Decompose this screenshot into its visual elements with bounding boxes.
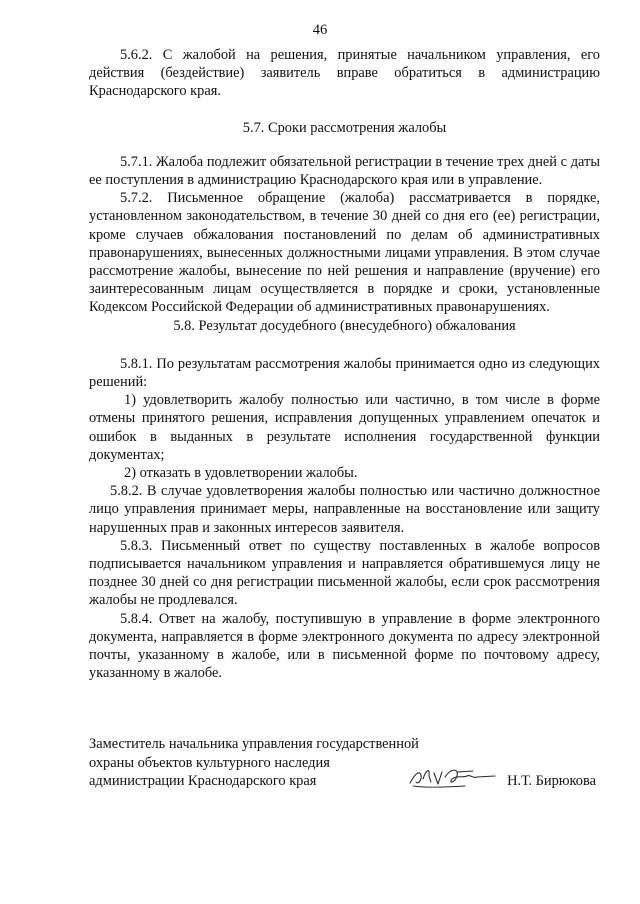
signature-block xyxy=(89,735,600,791)
signatory-title-line-3: администрации Краснодарского края xyxy=(89,773,317,789)
paragraph-5-8-2: 5.8.2. В случае удовлетворения жалобы полностью или частично должностное лицо управления принимает меры, направленные на восстановление или защиту нарушенных прав и законных интересов заявителя. xyxy=(89,483,600,536)
document-body xyxy=(89,46,600,683)
section-heading-5-7: 5.7. Сроки рассмотрения жалобы xyxy=(242,119,447,136)
section-heading-5-8: 5.8. Результат досудебного (внесудебного) обжалования xyxy=(173,317,516,334)
signatory-title-line-1: Заместитель начальника управления государственной xyxy=(89,736,419,752)
paragraph-5-7-2: 5.7.2. Письменное обращение (жалоба) рассматривается в порядке, установленном законодательством, в течение 30 дней со дня его (ее) регистрации, кроме случаев обжалования постановлений по делам об административных правонарушениях, вынесенных должностными лицами управления. В этом случае рассмотрение жалобы, вынесение по ней решения и направление (вручение) его заинтересованным лицам осуществляется в порядке и сроки, установленные Кодексом Российской Федерации об административных правонарушениях. xyxy=(89,190,600,316)
paragraph-5-8-1: 5.8.1. По результатам рассмотрения жалобы принимается одно из следующих решений: xyxy=(89,355,600,391)
paragraph-5-8-4: 5.8.4. Ответ на жалобу, поступившую в управление в форме электронного документа, направляется в форме электронного документа по адресу электронной почты, указанному в жалобе, или в письменной форме по почтовому адресу, указанному в жалобе. xyxy=(89,610,600,682)
page-number: 46 xyxy=(312,22,328,38)
paragraph-5-6-2: 5.6.2. С жалобой на решения, принятые начальником управления, его действия (бездействие) заявитель вправе обратиться в администрацию Краснодарского края. xyxy=(89,47,600,100)
paragraph-5-8-3: 5.8.3. Письменный ответ по существу поставленных в жалобе вопросов подписывается начальником управления и направляется обратившемуся лицу не позднее 30 дней со дня регистрации письменной жалобы, если срок рассмотрения жалобы не продлевался. xyxy=(89,537,600,609)
list-item-2: 2) отказать в удовлетворении жалобы. xyxy=(124,465,358,482)
signatory-title-line-2: охраны объектов культурного наследия xyxy=(89,754,330,771)
handwritten-signature xyxy=(407,764,499,790)
list-item-1: 1) удовлетворить жалобу полностью или частично, в том числе в форме отмены принятого решения, исправления допущенных управлением опечаток и ошибок в выданных в результате исполнения государственной функции документах; xyxy=(89,392,600,463)
signatory-name: Н.Т. Бирюкова xyxy=(507,773,596,789)
paragraph-5-7-1: 5.7.1. Жалоба подлежит обязательной регистрации в течение трех дней с даты ее поступления в администрацию Краснодарского края или в управление. xyxy=(89,153,600,189)
